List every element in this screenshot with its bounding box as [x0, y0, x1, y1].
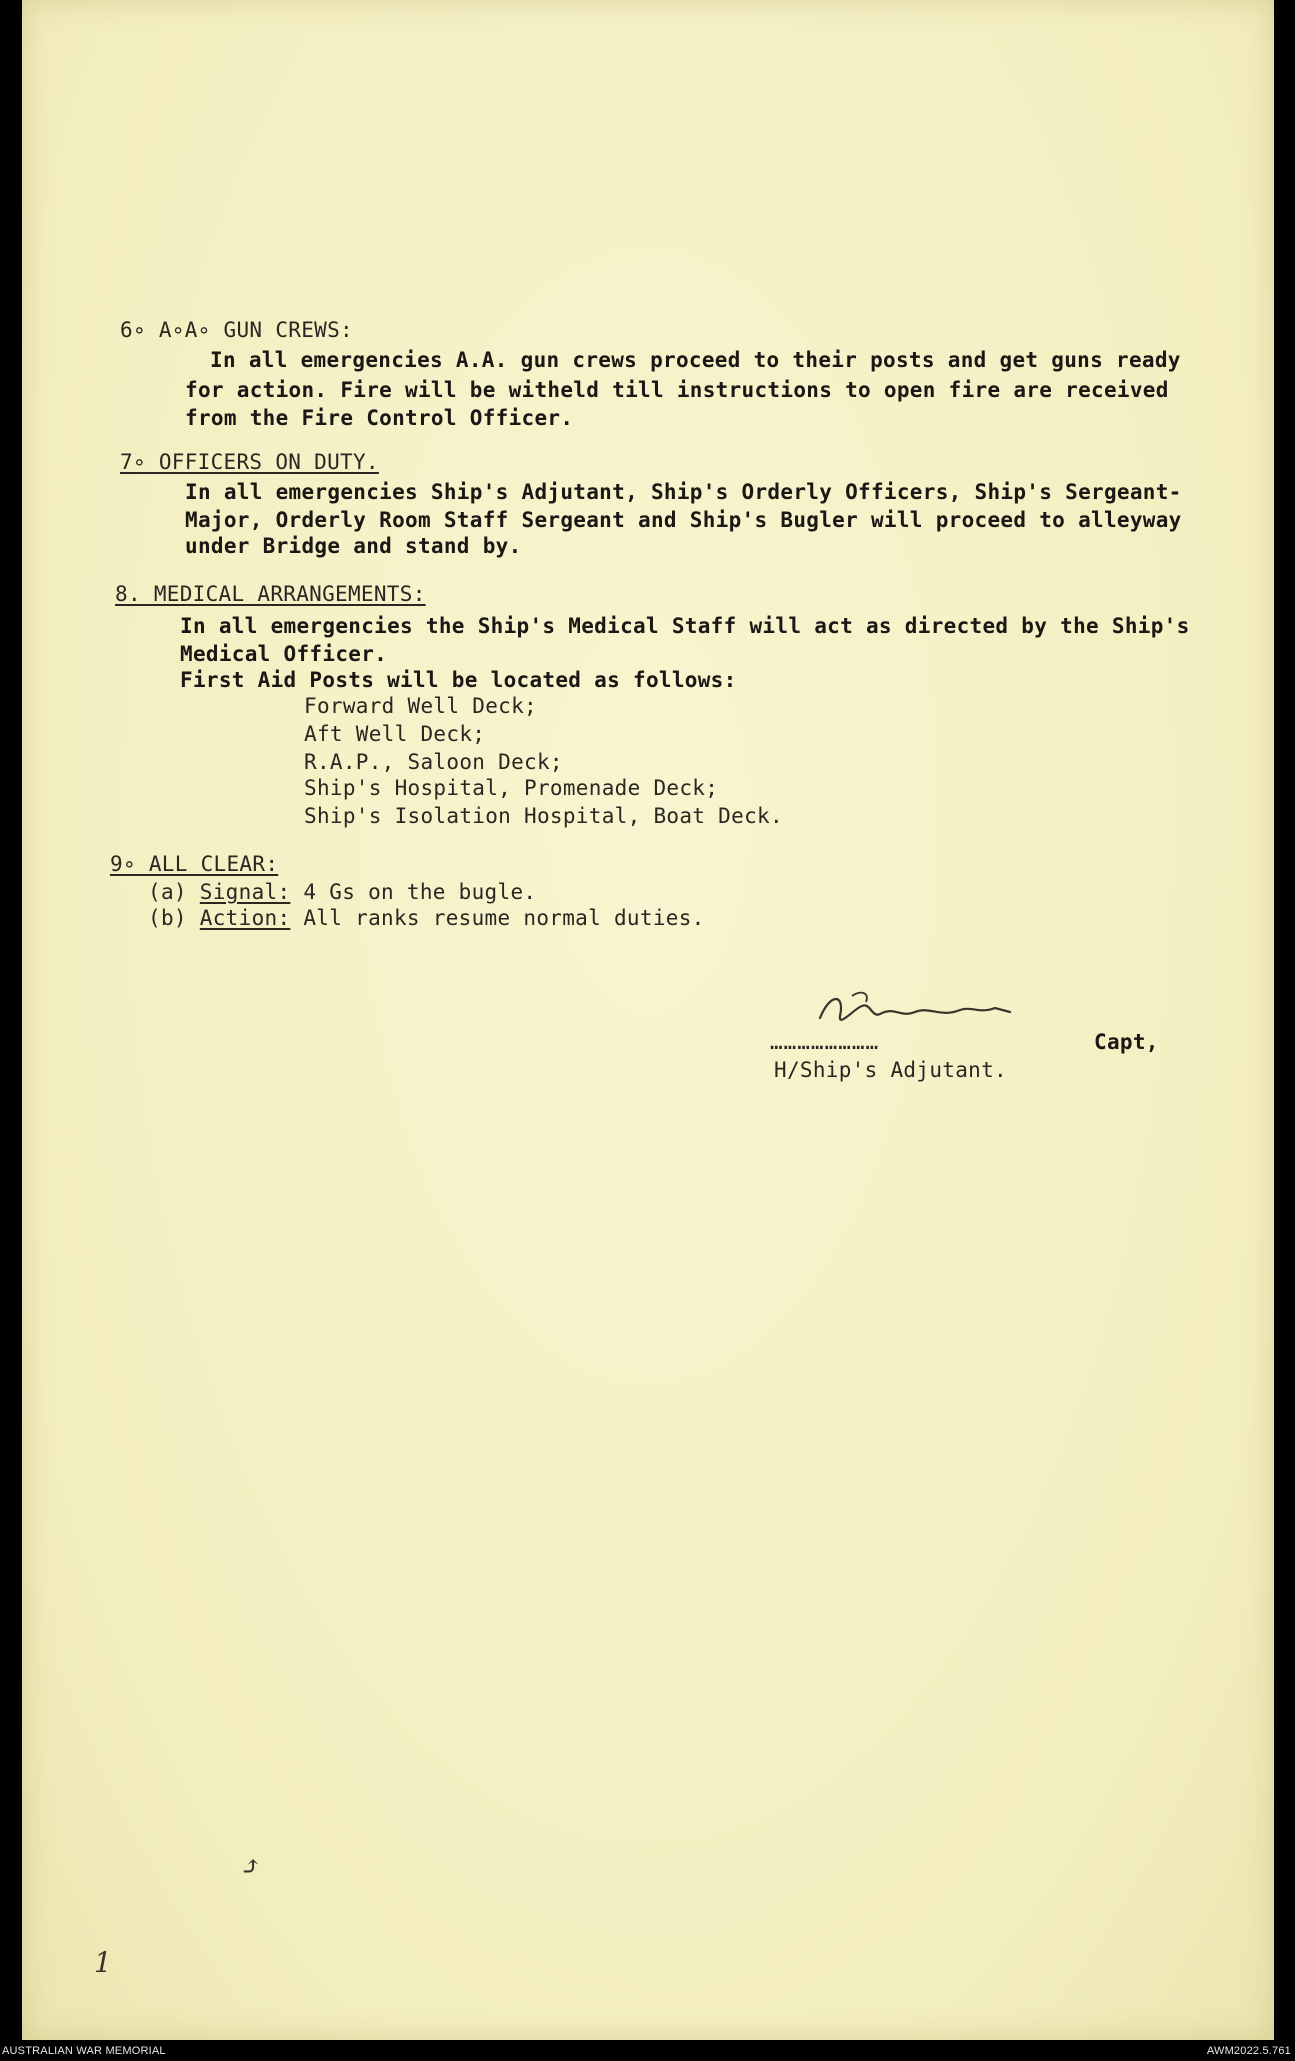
action-label: Action: [199, 906, 291, 930]
action-text: All ranks resume normal duties. [303, 906, 705, 930]
section-8-line-3: First Aid Posts will be located as follows: [180, 668, 737, 692]
first-aid-post-4: Ship's Hospital, Promenade Deck; [304, 776, 719, 800]
document-page [22, 0, 1274, 2040]
first-aid-post-3: R.A.P., Saloon Deck; [304, 750, 563, 774]
section-7-line-2: Major, Orderly Room Staff Sergeant and Ship's Bugler will proceed to alleyway [185, 508, 1182, 532]
signal-label: Signal: [199, 880, 291, 904]
section-6-heading-text: 6∘ A∘A∘ GUN CREWS: [120, 318, 353, 342]
signature-dots: …………………… [770, 1030, 880, 1054]
ink-mark: ⤴ [240, 1852, 262, 1882]
section-7-heading: 7∘ OFFICERS ON DUTY. [120, 450, 379, 474]
section-7-line-3: under Bridge and stand by. [185, 534, 522, 558]
action-line [148, 906, 705, 930]
section-6-heading [120, 318, 353, 342]
section-6-line-3: from the Fire Control Officer. [185, 406, 574, 430]
first-aid-post-1: Forward Well Deck; [304, 694, 537, 718]
footer-left: AUSTRALIAN WAR MEMORIAL [2, 2045, 166, 2057]
section-8-heading: 8. MEDICAL ARRANGEMENTS: [115, 582, 426, 606]
footer-right: AWM2022.5.761 [1206, 2045, 1291, 2057]
signal-line [148, 880, 536, 904]
signal-prefix: (a) [148, 880, 187, 904]
signature-title: H/Ship's Adjutant. [774, 1058, 1007, 1082]
first-aid-post-5: Ship's Isolation Hospital, Boat Deck. [304, 804, 783, 828]
page-number-mark: 1 [94, 1946, 112, 1979]
section-8-line-2: Medical Officer. [180, 642, 388, 666]
signal-text: 4 Gs on the bugle. [303, 880, 537, 904]
first-aid-post-2: Aft Well Deck; [304, 722, 486, 746]
section-6-line-2: for action. Fire will be witheld till instructions to open fire are received [185, 378, 1169, 402]
section-9-heading: 9∘ ALL CLEAR: [110, 852, 279, 876]
action-prefix: (b) [148, 906, 187, 930]
section-6-line-1: In all emergencies A.A. gun crews proceed to their posts and get guns ready [210, 348, 1181, 372]
signature-rank: Capt, [1094, 1030, 1159, 1054]
section-8-line-1: In all emergencies the Ship's Medical Staff will act as directed by the Ship's [180, 614, 1190, 638]
section-7-line-1: In all emergencies Ship's Adjutant, Ship's Orderly Officers, Ship's Sergeant- [185, 480, 1182, 504]
